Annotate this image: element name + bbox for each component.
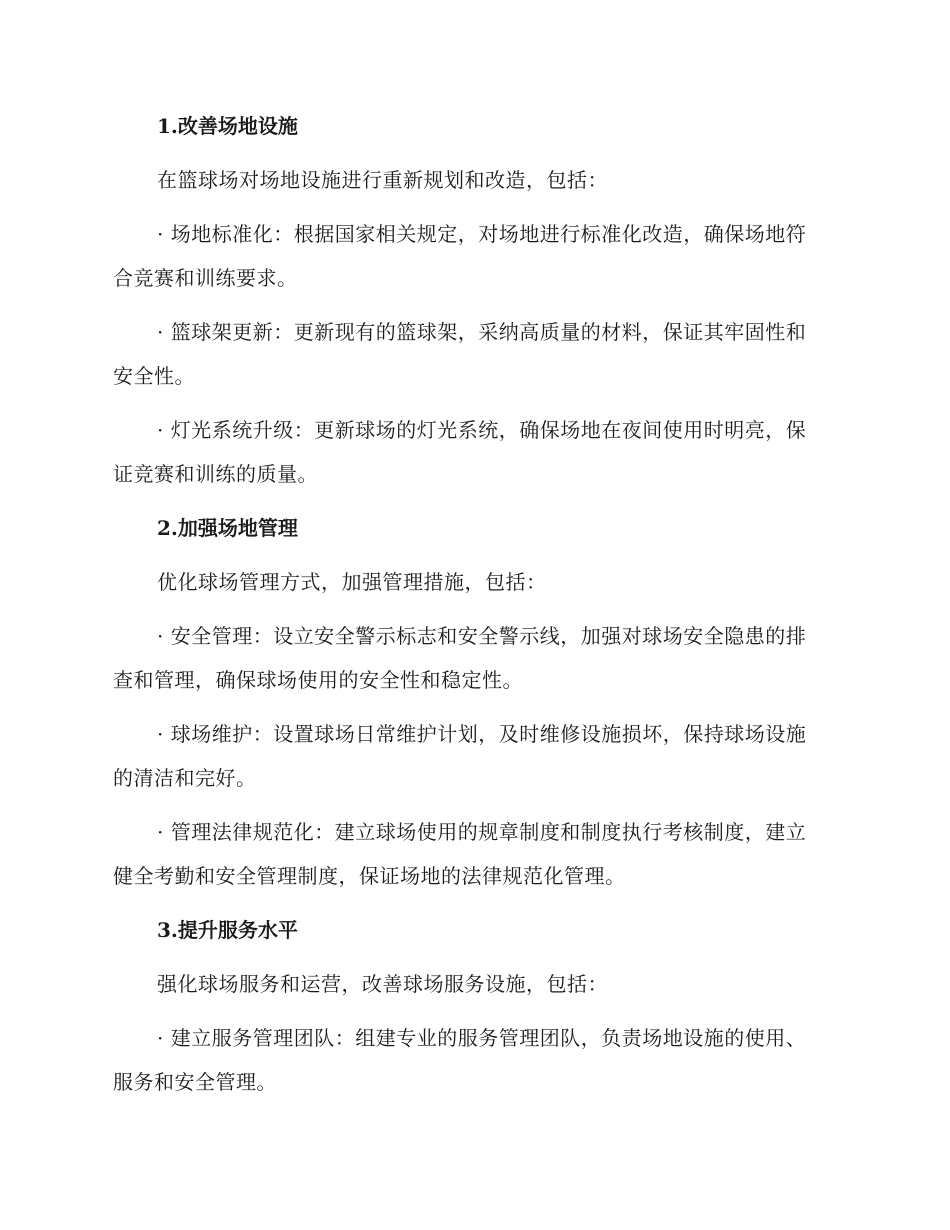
list-item: · 安全管理：设立安全警示标志和安全警示线，加强对球场安全隐患的排查和管理，确保球场使用的安全性和稳定性。 [113, 624, 807, 692]
document-page [113, 104, 825, 1104]
list-item: · 场地标准化：根据国家相关规定，对场地进行标准化改造，确保场地符合竞赛和训练要求。 [113, 222, 807, 290]
section-heading: 3.提升服务水平 [157, 918, 298, 942]
list-item: · 灯光系统升级：更新球场的灯光系统，确保场地在夜间使用时明亮，保证竞赛和训练的质量。 [113, 418, 807, 486]
list-item: · 建立服务管理团队：组建专业的服务管理团队，负责场地设施的使用、服务和安全管理。 [113, 1026, 807, 1094]
section-heading: 1.改善场地设施 [157, 114, 298, 138]
list-item: · 球场维护：设置球场日常维护计划，及时维修设施损坏，保持球场设施的清洁和完好。 [113, 722, 807, 790]
list-item: · 篮球架更新：更新现有的篮球架，采纳高质量的材料，保证其牢固性和安全性。 [113, 320, 807, 388]
section-intro: 在篮球场对场地设施进行重新规划和改造，包括： [157, 168, 608, 192]
section-heading: 2.加强场地管理 [157, 516, 298, 540]
section-intro: 强化球场服务和运营，改善球场服务设施，包括： [157, 972, 608, 996]
list-item: · 管理法律规范化：建立球场使用的规章制度和制度执行考核制度，建立健全考勤和安全管理制度，保证场地的法律规范化管理。 [113, 820, 807, 888]
section-intro: 优化球场管理方式，加强管理措施，包括： [157, 570, 547, 594]
